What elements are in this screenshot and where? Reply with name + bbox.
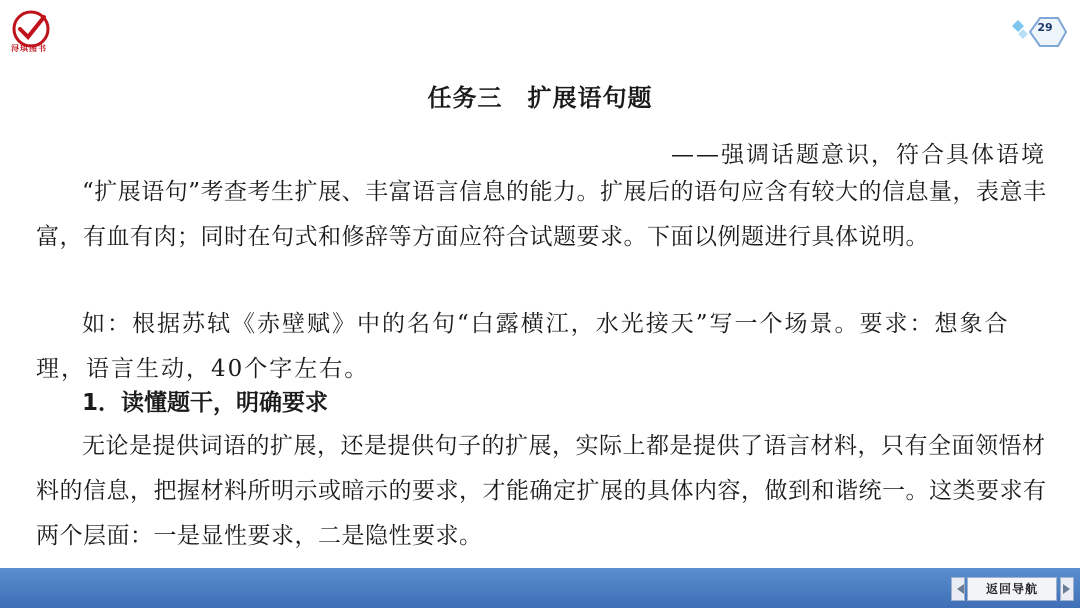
intro-paragraph: “扩展语句”考查考生扩展、丰富语言信息的能力。扩展后的语句应含有较大的信息量，表意丰富，有血有肉；同时在句式和修辞等方面应符合试题要求。下面以例题进行具体说明。 — [36, 179, 1047, 250]
page-title: 任务三 扩展语句题 — [427, 84, 653, 112]
triangle-right-icon[interactable] — [1060, 577, 1074, 601]
footer-bar — [0, 568, 1080, 608]
example-paragraph: 如：根据苏轼《赤壁赋》中的名句“白露横江，水光接天”写一个场景。要求：想象合理，语言生动，40个字左右。 — [36, 311, 1010, 382]
explanation-paragraph: 无论是提供词语的扩展，还是提供句子的扩展，实际上都是提供了语言材料，只有全面领悟材料的信息，把握材料所明示或暗示的要求，才能确定扩展的具体内容，做到和谐统一。这类要求有两个层面：一是显性要求，二是隐性要求。 — [36, 433, 1047, 549]
page-subtitle: ——强调话题意识，符合具体语境 — [671, 142, 1046, 168]
back-to-nav-button[interactable]: 返回导航 — [967, 577, 1057, 601]
page-number: 29 — [1037, 21, 1053, 34]
triangle-left-icon[interactable] — [951, 577, 965, 601]
brand-logo-text: 浔琪图书 — [11, 44, 47, 53]
section-heading: 1．读懂题干，明确要求 — [82, 390, 329, 416]
